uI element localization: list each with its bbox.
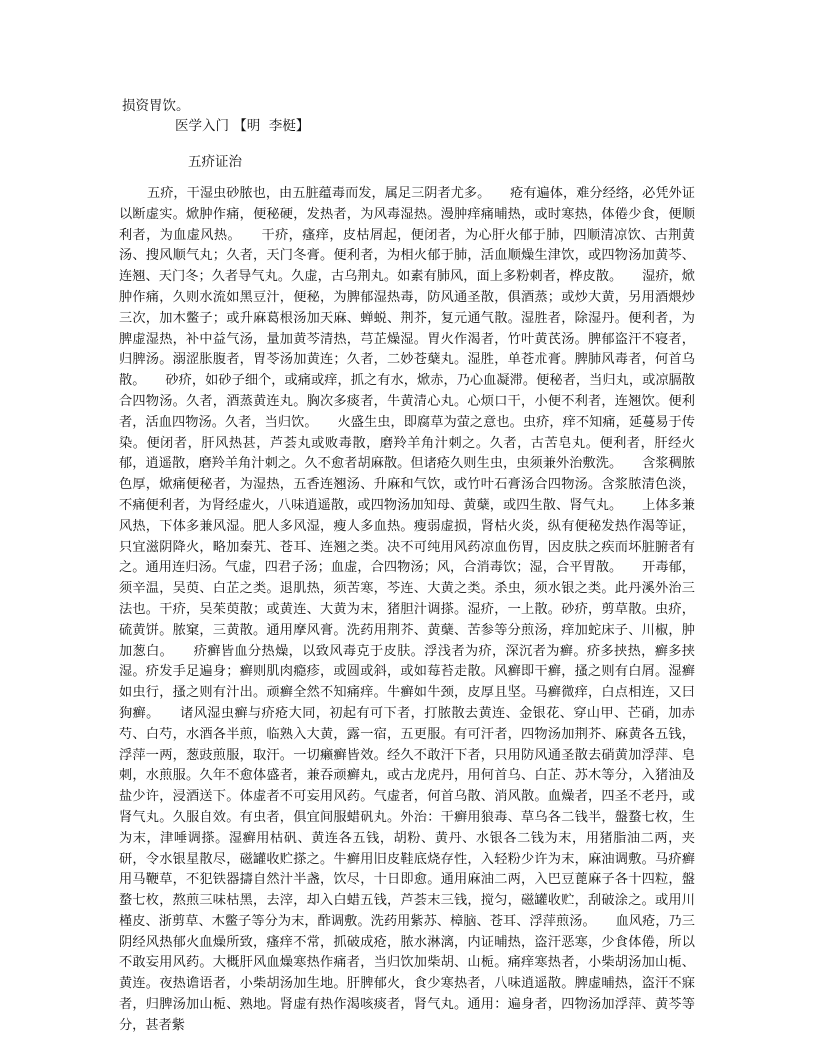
source-author: 李梃】 (268, 118, 310, 134)
source-citation (175, 116, 309, 136)
source-dynasty: 【明 (233, 118, 261, 134)
source-book: 医学入门 (175, 118, 229, 134)
section-title: 五疥证治 (188, 154, 242, 170)
body-paragraph: 五疥，干湿虫砂脓也，由五脏蕴毒而发，属足三阴者尤多。 疮有遍体，难分经络，必凭外证以断虚实。焮肿作痛，便秘硬，发热者，为风毒湿热。漫肿痒痛晡热，或时寒热，体倦少食，便顺利者，为血虚风热。 干疥，瘙痒，皮枯屑起，便闭者，为心肝火郁于肺，四顺清凉饮、古荆黄汤、搜风顺气丸；久者，天门冬膏。便利者，为相火郁于肺，活血顺燥生津饮，或四物汤加黄芩、连翘、天门冬；久者导气丸。久虚，古乌荆丸。如素有肺风，面上多粉刺者，桦皮散。 湿疥，焮肿作痛，久则水流如黑豆汁，便秘，为脾郁湿热毒，防风通圣散，俱酒蒸；或炒大黄，另用酒煨炒三次，加木鳖子；或升麻葛根汤加天麻、蝉蜕、荆芥，复元通气散。湿胜者，除湿丹。便利者，为脾虚湿热，补中益气汤，量加黄芩清热，芎芷燥湿。胃火作渴者，竹叶黄芪汤。脾郁盗汗不寝者，归脾汤。溺涩胀腹者，胃苓汤加黄连；久者，二妙苍蘖丸。湿胜，单苍朮膏。脾肺风毒者，何首乌散。 砂疥，如砂子细个，或痛或痒，抓之有水，焮赤，乃心血凝滞。便秘者，当归丸，或凉膈散合四物汤。久者，酒蒸黄连丸。胸次多痰者，牛黄清心丸。心烦口干，小便不利者，连翘饮。便利者，活血四物汤。久者，当归饮。 火盛生虫，即腐草为萤之意也。虫疥，痒不知痛，延蔓易于传染。便闭者，肝风热甚，芦荟丸或败毒散，磨羚羊角汁刺之。久者，古苦皂丸。便利者，肝经火郁，逍遥散，磨羚羊角汁刺之。久不愈者胡麻散。但诸疮久则生虫，虫须兼外治敷洗。 含浆稠脓色厚，焮痛便秘者，为湿热，五香连翘汤、升麻和气饮，或竹叶石膏汤合四物汤。含浆脓清色淡，不痛便利者，为肾经虚火，八味逍遥散，或四物汤加知母、黄蘖，或四生散、肾气丸。 上体多兼风热，下体多兼风湿。肥人多风湿，瘦人多血热。瘦弱虚损，肾枯火炎，纵有便秘发热作渴等证，只宜滋阴降火，略加秦艽、苍耳、连翘之类。决不可纯用风药凉血伤胃，因皮肤之疾而坏脏腑者有之。通用连归汤。气虚，四君子汤；血虚，合四物汤；风，合消毒饮；湿，合平胃散。 开毒郁，须辛温，吴萸、白芷之类。退肌热，须苦寒，芩连、大黄之类。杀虫，须水银之类。此丹溪外治三法也。干疥，吴茱萸散；或黄连、大黄为末，猪胆汁调搽。湿疥，一上散。砂疥，剪草散。虫疥，硫黄饼。脓窠，三黄散。通用摩风膏。洗药用荆芥、黄蘖、苦参等分煎汤，痒加蛇床子、川椒，肿加葱白。 疥癣皆血分热燥，以致风毒克于皮肤。浮浅者为疥，深沉者为癣。疥多挟热，癣多挟湿。疥发手足遍身；癣则肌肉瘾疹，或圆或斜，或如莓苔走散。风癣即干癣，搔之则有白屑。湿癣如虫行，搔之则有汁出。顽癣全然不知痛痒。牛癣如牛颈，皮厚且坚。马癣微痒，白点相连，又曰狗癣。 诸风湿虫癣与疥疮大同，初起有可下者，打脓散去黄连、金银花、穿山甲、芒硝，加赤芍、白芍，水酒各半煎，临熟入大黄，露一宿，五更服。有可汗者，四物汤加荆芥、麻黄各五钱，浮萍一两，葱豉煎服，取汗。一切癞癣皆效。经久不敢汗下者，只用防风通圣散去硝黄加浮萍、皂刺，水煎服。久年不愈体盛者，兼吞顽癣丸，或古龙虎丹，用何首乌、白芷、苏木等分，入猪油及盐少许，浸酒送下。体虚者不可妄用风药。气虚者，何首乌散、消风散。血燥者，四圣不老丹，或肾气丸。久服自效。有虫者，俱宜间服蜡矾丸。外治：干癣用狼毒、草乌各二钱半，盤蝥七枚，生为末，津唾调搽。湿癣用枯矾、黄连各五钱，胡粉、黄丹、水银各二钱为末，用猪脂油二两，夹研，令水银星散尽，磁罐收贮搽之。牛癣用旧皮鞋底烧存性，入轻粉少许为末，麻油调敷。马疥癣用马鞭草，不犯铁器擣自然汁半盏，饮尽，十日即愈。通用麻油二两，入巴豆蓖麻子各十四粒，盤蝥七枚，熬煎三味枯黑，去滓，却入白蜡五钱，芦荟末三钱，搅匀，磁罐收贮，刮破涂之。或用川槿皮、浙剪草、木鳖子等分为末，酢调敷。洗药用紫苏、樟脑、苍耳、浮萍煎汤。 血风疮，乃三阴经风热郁火血燥所致，瘙痒不常，抓破成疮，脓水淋漓，内证晡热，盗汗恶寒，少食体倦，所以不敢妄用风药。大概肝风血燥寒热作痛者，当归饮加柴胡、山栀。痛痒寒热者，小柴胡汤加山栀、黄连。夜热谵语者，小柴胡汤加生地。肝脾郁火，食少寒热者，八味逍遥散。脾虚晡热，盗汗不寐者，归脾汤加山栀、熟地。肾虚有热作渴咳痰者，肾气丸。通用：遍身者，四物汤加浮萍、黄芩等分，甚者紫 (119, 186, 695, 1033)
continuation-text: 损资胃饮。 (122, 98, 190, 114)
